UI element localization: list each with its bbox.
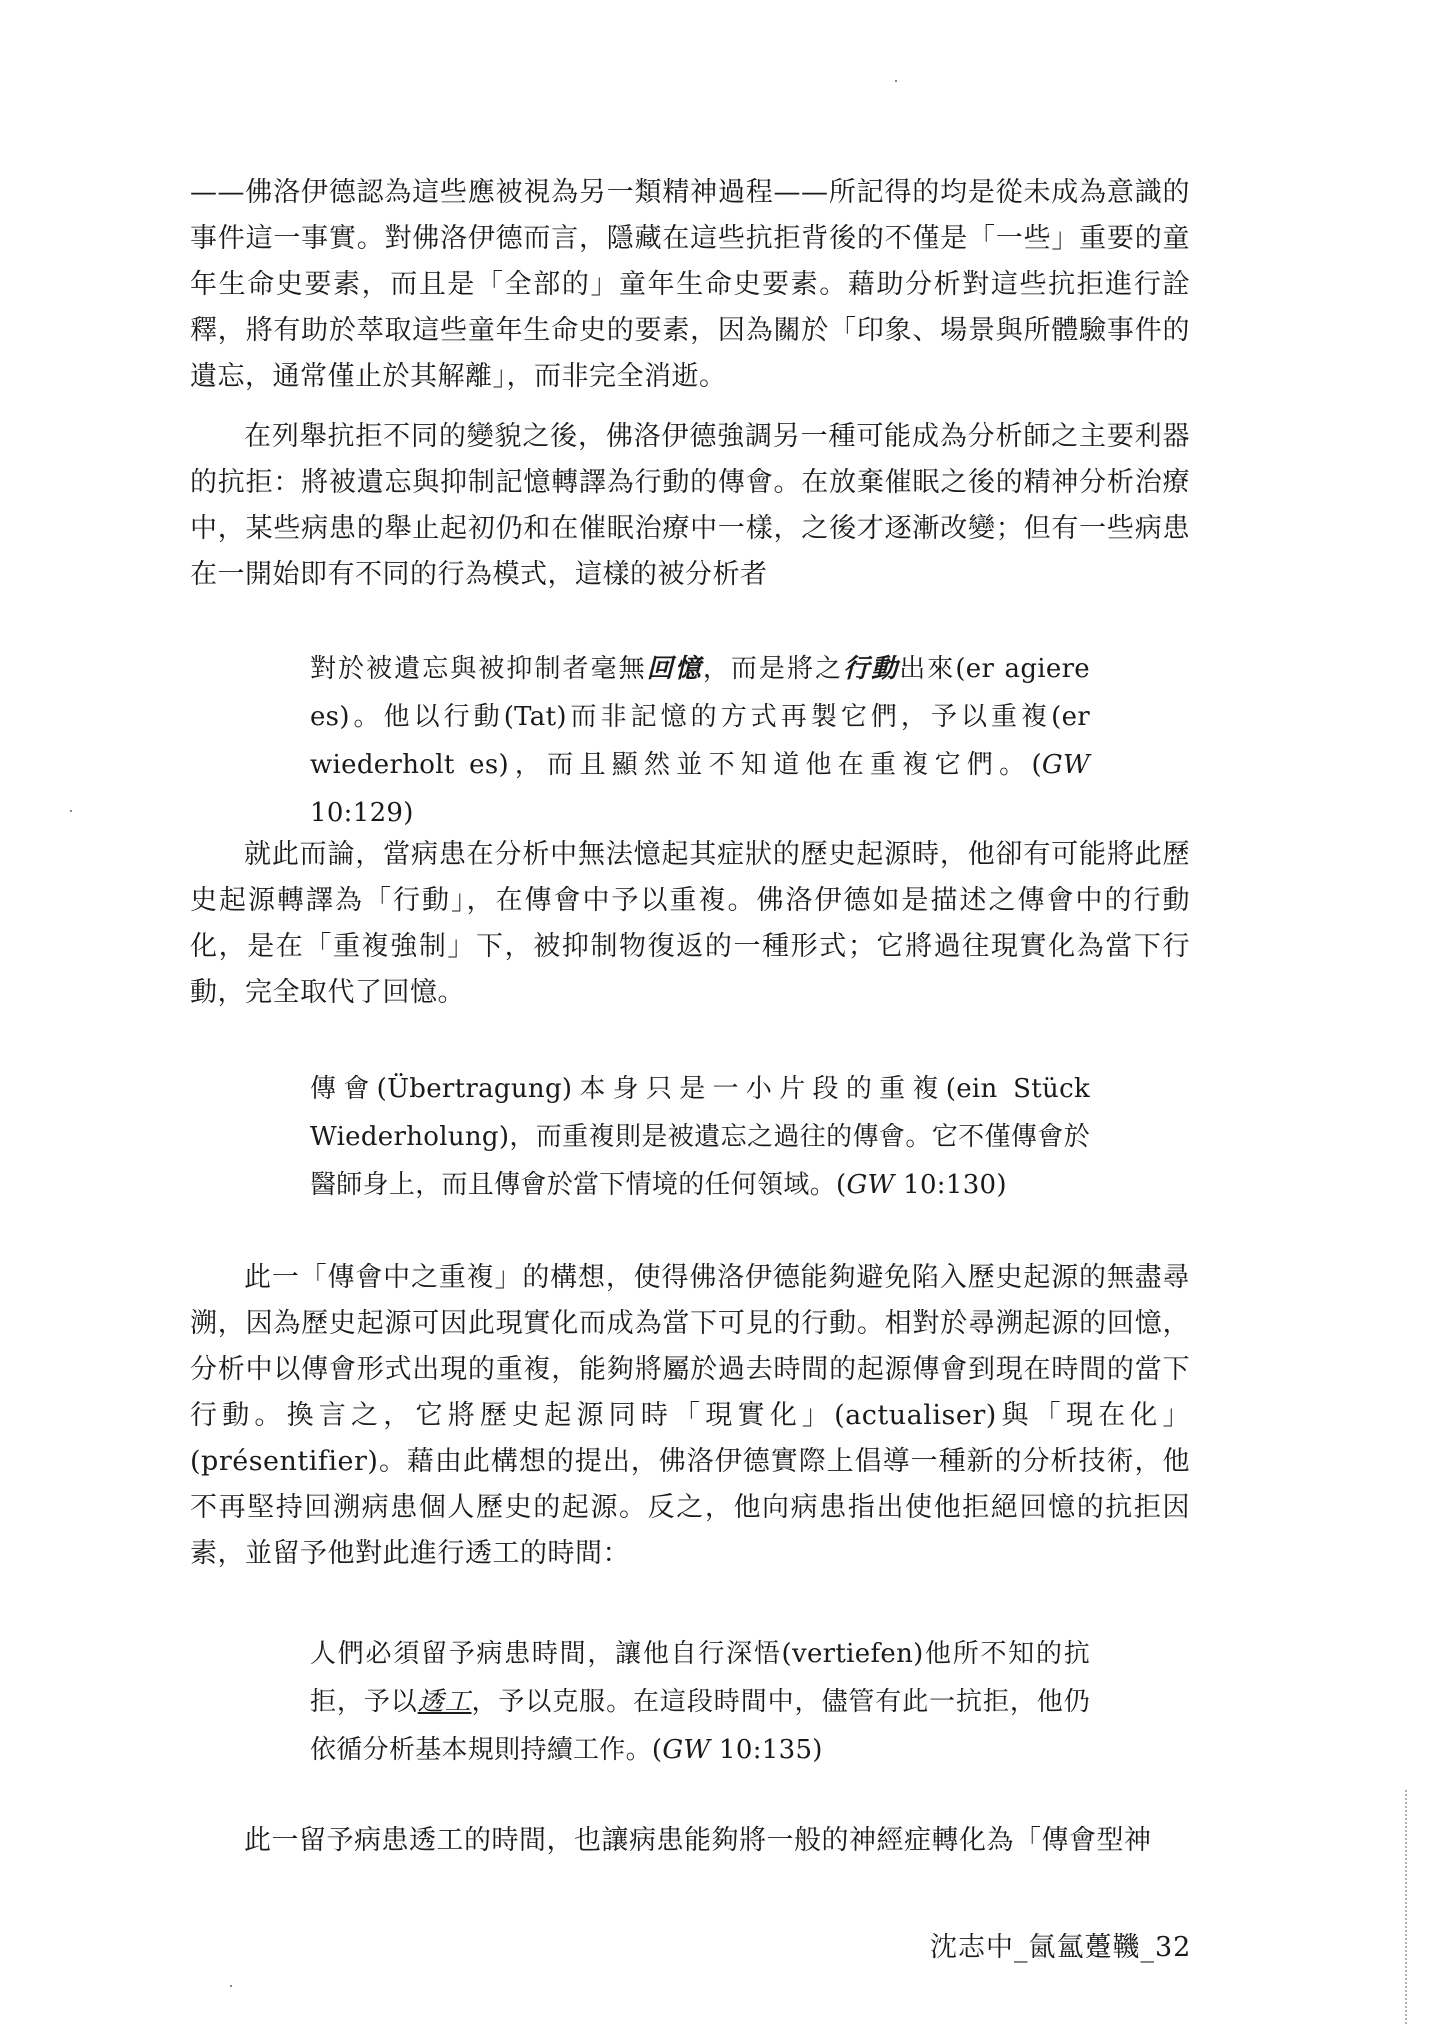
quote-3-cite-work: GW — [662, 1735, 711, 1765]
quote-2-cite-work: GW — [846, 1170, 895, 1200]
quote-3-before: 人們必須留予病患時間，讓他自行深悟(vertiefen)他所不知的抗拒，予以 — [310, 1639, 1090, 1717]
paragraph-5: 此一留予病患透工的時間，也讓病患能夠將一般的神經症轉化為「傳會型神 — [244, 1825, 1152, 1856]
scan-speck — [895, 80, 897, 82]
block-quote-2 — [310, 1065, 1090, 1209]
block-quote-1 — [310, 645, 1090, 837]
paragraph-1: ——佛洛伊德認為這些應被視為另一類精神過程——所記得的均是從未成為意識的事件這一事實。對佛洛伊德而言，隱藏在這些抗拒背後的不僅是「一些」重要的童年生命史要素，而且是「全部的」童年生命史要素。藉助分析對這些抗拒進行詮釋，將有助於萃取這些童年生命史的要素，因為關於「印象、場景與所體驗事件的遺忘，通常僅止於其解離」，而非完全消逝。 — [190, 177, 1190, 392]
quote-3-cite-page: 10:135) — [710, 1735, 823, 1765]
quote-3-after: ，予以克服。在這段時間中，儘管有此一抗拒，他仍依循分析基本規則持續工作。( — [310, 1687, 1090, 1765]
paragraph-4: 此一「傳會中之重複」的構想，使得佛洛伊德能夠避免陷入歷史起源的無盡尋溯，因為歷史起源可因此現實化而成為當下可見的行動。相對於尋溯起源的回憶，分析中以傳會形式出現的重複，能夠將屬於過去時間的起源傳會到現在時間的當下行動。換言之，它將歷史起源同時「現實化」(actualiser)與「現在化」(présentifier)。藉由此構想的提出，佛洛伊德實際上倡導一種新的分析技術，他不再堅持回溯病患個人歷史的起源。反之，他向病患指出使他拒絕回憶的抗拒因素，並留予他對此進行透工的時間： — [190, 1262, 1190, 1569]
block-quote-3 — [310, 1630, 1090, 1774]
scan-speck — [230, 1985, 232, 1987]
quote-3-emphasis-1: 透工 — [417, 1687, 472, 1717]
quote-1-cite-work: GW — [1041, 750, 1090, 780]
page-footer: 沈志中_氤氳躉鞿_32 — [930, 1932, 1192, 1963]
quote-1-emphasis-2: 行動 — [843, 654, 900, 684]
paragraph-3: 就此而論，當病患在分析中無法憶起其症狀的歷史起源時，他卻有可能將此歷史起源轉譯為「行動」，在傳會中予以重複。佛洛伊德如是描述之傳會中的行動化，是在「重複強制」下，被抑制物復返的一種形式；它將過往現實化為當下行動，完全取代了回憶。 — [190, 839, 1190, 1008]
paragraph-2: 在列舉抗拒不同的變貌之後，佛洛伊德強調另一種可能成為分析師之主要利器的抗拒：將被遺忘與抑制記憶轉譯為行動的傳會。在放棄催眠之後的精神分析治療中，某些病患的舉止起初仍和在催眠治療中一樣，之後才逐漸改變；但有一些病患在一開始即有不同的行為模式，這樣的被分析者 — [190, 421, 1190, 590]
quote-1-after: 出來(er agiere es)。他以行動(Tat)而非記憶的方式再製它們，予以重複(er wiederholt es)，而且顯然並不知道他在重複它們。( — [310, 654, 1090, 780]
scan-edge-artifact — [1405, 1790, 1409, 2024]
quote-1-cite-page: 10:129) — [310, 798, 414, 828]
scan-speck — [70, 810, 72, 812]
quote-1-before: 對於被遺忘與被抑制者毫無 — [310, 654, 647, 684]
quote-1-middle: ，而是將之 — [702, 654, 844, 684]
quote-2-text: 傳會(Übertragung)本身只是一小片段的重複(ein Stück Wiederholung)，而重複則是被遺忘之過往的傳會。它不僅傳會於醫師身上，而且傳會於當下情境的任何領域。( — [310, 1074, 1090, 1200]
quote-2-cite-page: 10:130) — [894, 1170, 1007, 1200]
quote-1-emphasis-1: 回憶 — [646, 654, 703, 684]
